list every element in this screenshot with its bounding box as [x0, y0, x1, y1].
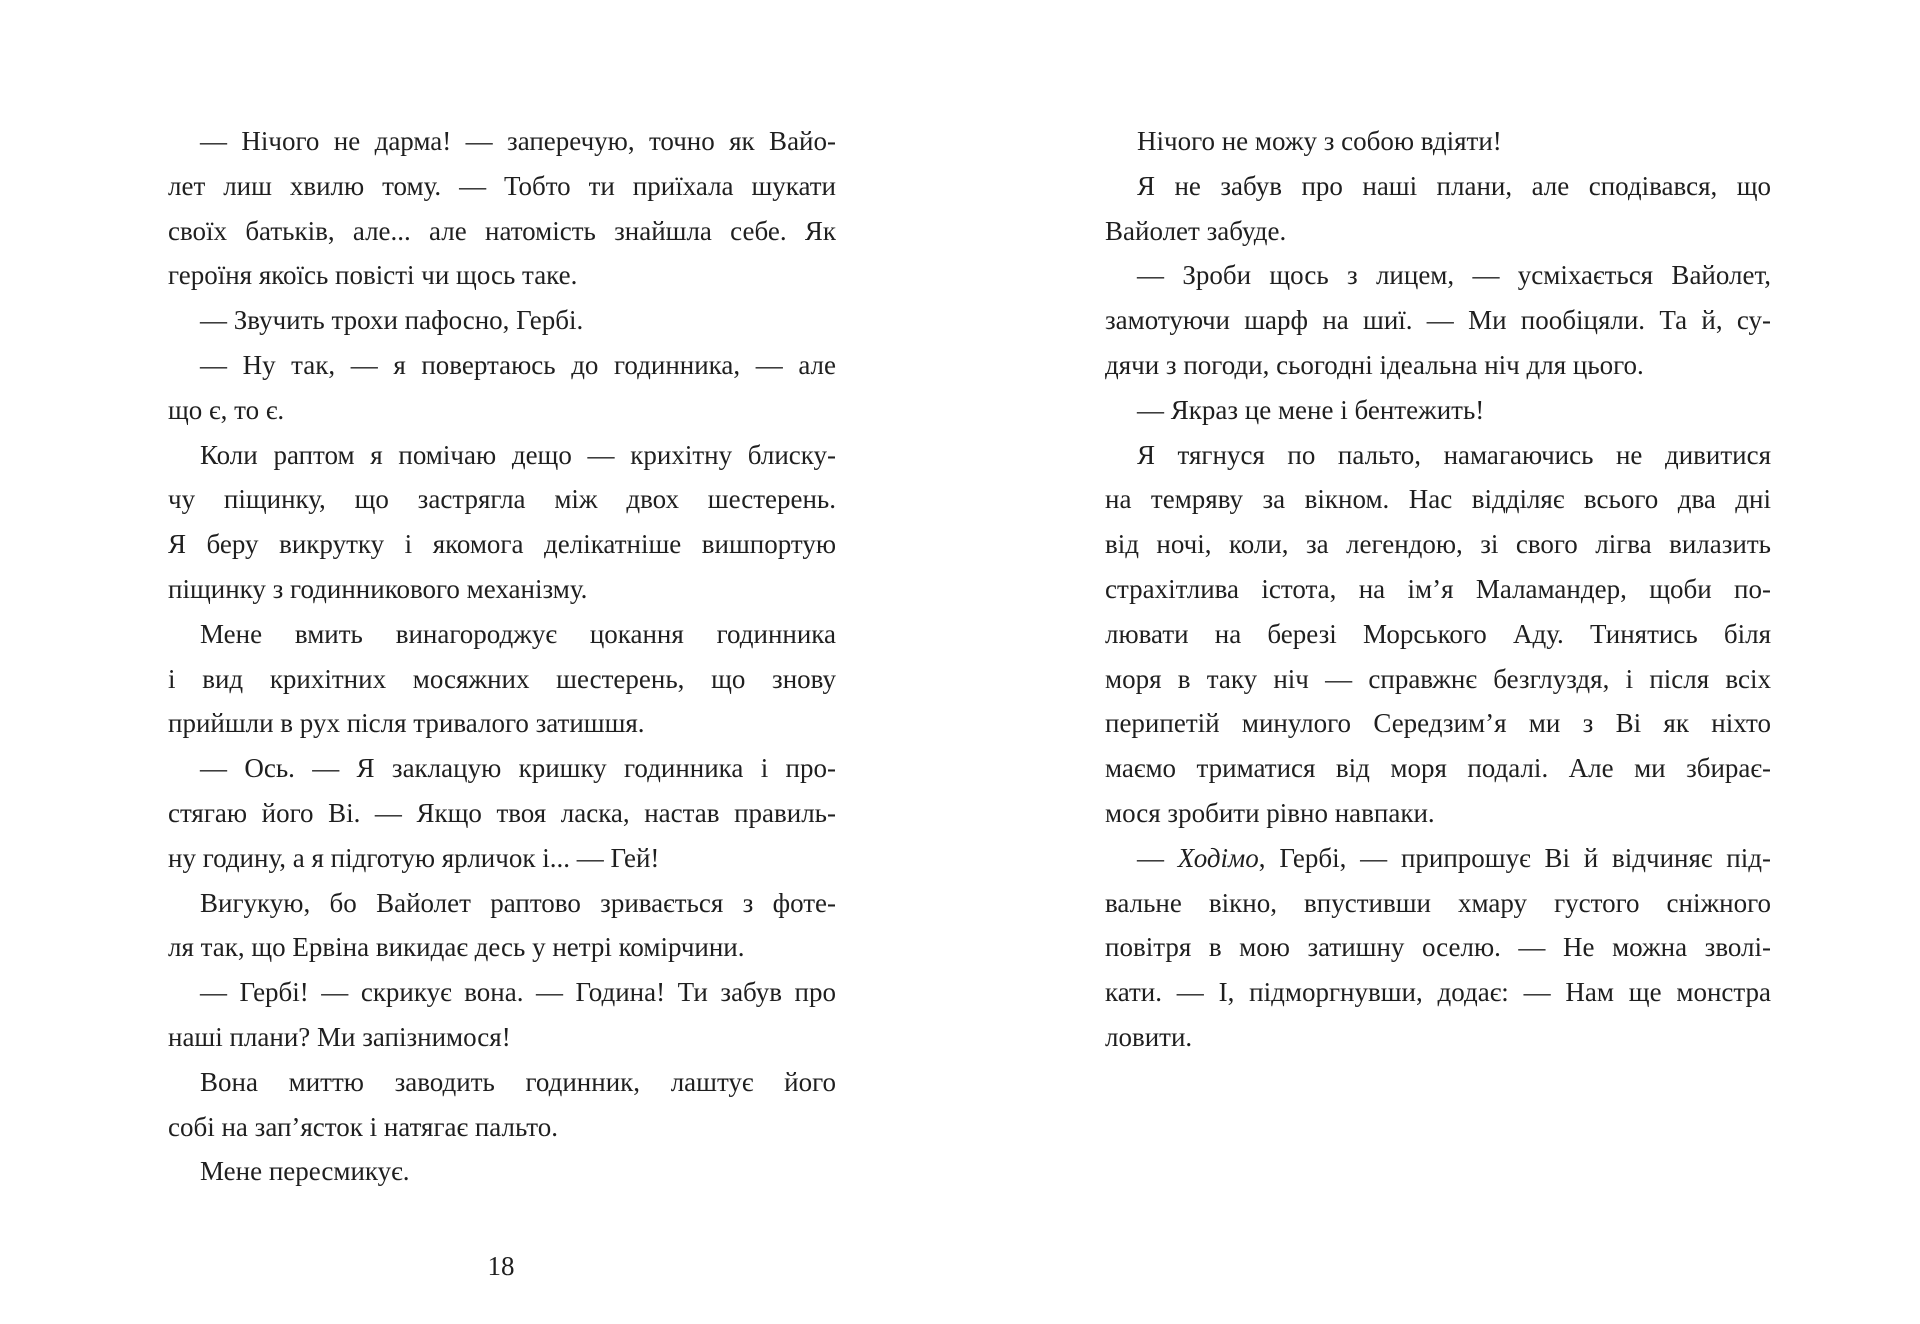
text-line: ну годину, а я підготую ярличок і... — Гей!: [168, 842, 660, 873]
paragraph: [168, 1149, 836, 1194]
emphasized-text: Ходімо: [1177, 842, 1259, 873]
text-line: стягаю його Ві. — Якщо твоя ласка, настав правиль-: [168, 797, 836, 828]
text-line: ловити.: [1105, 1021, 1193, 1052]
right-page-text: [1105, 119, 1771, 1060]
text-line: — Якраз це мене і бентежить!: [1137, 394, 1485, 425]
left-page-text: [168, 119, 836, 1194]
text-line: перипетій минулого Середзим’я ми з Ві як ніхто: [1105, 708, 1771, 739]
paragraph: [168, 1060, 836, 1150]
text-line: собі на зап’ясток і натягає пальто.: [168, 1111, 558, 1142]
text-line: Вигукую, бо Вайолет раптово зривається з фоте-: [200, 887, 836, 918]
text-line: Вайолет забуде.: [1105, 215, 1287, 246]
text-line: — Нічого не дарма! — заперечую, точно як Вайо-: [200, 126, 836, 156]
paragraph: [1105, 433, 1771, 836]
text-line: вальне вікно, впустивши хмару густого сніжного: [1105, 887, 1771, 918]
paragraph: [1105, 119, 1771, 164]
text-segment: —: [1137, 842, 1178, 873]
paragraph: [168, 298, 836, 343]
paragraph: [1105, 253, 1771, 387]
text-line: Вона миттю заводить годинник, лаштує його: [200, 1066, 836, 1097]
text-line: — Ну так, — я повертаюсь до годинника, — але: [200, 349, 836, 380]
text-line: чу піщинку, що застрягла між двох шестерень.: [168, 484, 836, 515]
text-line: — Ось. — Я заклацую кришку годинника і про-: [200, 753, 836, 784]
text-line: своїх батьків, але... але натомість знайшла себе. Як: [168, 215, 836, 246]
text-line: — Звучить трохи пафосно, Гербі.: [200, 305, 584, 336]
text-line: повітря в мою затишну оселю. — Не можна зволі-: [1105, 932, 1771, 963]
text-line: героїня якоїсь повісті чи щось таке.: [168, 260, 578, 291]
text-line: Коли раптом я помічаю дещо — крихітну блиску-: [200, 439, 836, 470]
text-line: [1105, 836, 1771, 881]
paragraph: [1105, 388, 1771, 433]
text-line: замотуючи шарф на шиї. — Ми пообіцяли. Та й, су-: [1105, 305, 1771, 336]
text-line: лювати на березі Морського Аду. Тинятись біля: [1105, 618, 1771, 649]
text-line: лет лиш хвилю тому. — Тобто ти приїхала шукати: [168, 170, 836, 201]
paragraph: [1105, 836, 1771, 1060]
text-line: прийшли в рух після тривалого затишшя.: [168, 708, 645, 739]
text-line: — Гербі! — скрикує вона. — Година! Ти забув про: [200, 977, 836, 1008]
text-line: ля так, що Ервіна викидає десь у нетрі комірчини.: [168, 932, 745, 963]
paragraph: [168, 343, 836, 433]
text-line: мося зробити рівно навпаки.: [1105, 797, 1435, 828]
text-line: Я не забув про наші плани, але сподівався, що: [1137, 170, 1771, 201]
text-line: Нічого не можу з собою вдіяти!: [1137, 126, 1502, 156]
text-line: моря в таку ніч — справжнє безглуздя, і після всіх: [1105, 663, 1771, 694]
text-line: — Зроби щось з лицем, — усміхається Вайолет,: [1137, 260, 1771, 291]
text-line: і вид крихітних мосяжних шестерень, що знову: [168, 663, 836, 694]
text-line: що є, то є.: [168, 394, 285, 425]
text-line: маємо триматися від моря подалі. Але ми збирає-: [1105, 753, 1771, 784]
text-line: Мене пересмикує.: [200, 1156, 410, 1187]
text-line: Я тягнуся по пальто, намагаючись не дивитися: [1137, 439, 1771, 470]
text-line: Я беру викрутку і якомога делікатніше вишпортую: [168, 529, 836, 560]
paragraph: [168, 881, 836, 971]
text-line: Мене вмить винагороджує цокання годинника: [200, 618, 836, 649]
text-line: на темряву за вікном. Нас відділяє всього два дні: [1105, 484, 1771, 515]
paragraph: [168, 612, 836, 746]
text-line: від ночі, коли, за легендою, зі свого лігва вилазить: [1105, 529, 1771, 560]
text-line: піщинку з годинникового механізму.: [168, 573, 588, 604]
text-line: наші плани? Ми запізнимося!: [168, 1021, 511, 1052]
paragraph: [168, 433, 836, 612]
text-line: страхітлива істота, на ім’я Маламандер, щоби по-: [1105, 573, 1771, 604]
text-segment: , Гербі, — припрошує Ві й відчиняє під-: [1258, 842, 1771, 873]
paragraph: [168, 746, 836, 880]
page-number: 18: [487, 1251, 515, 1281]
paragraph: [1105, 164, 1771, 254]
text-line: дячи з погоди, сьогодні ідеальна ніч для цього.: [1105, 349, 1644, 380]
paragraph: [168, 119, 836, 298]
paragraph: [168, 970, 836, 1060]
text-line: кати. — І, підморгнувши, додає: — Нам ще монстра: [1105, 977, 1771, 1008]
